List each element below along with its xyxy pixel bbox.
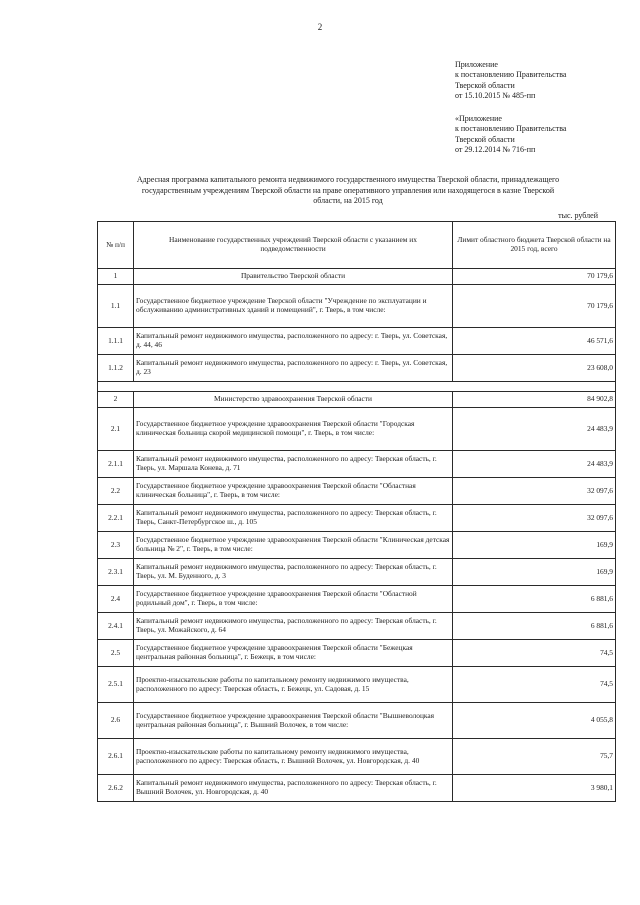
- cell-budget: 46 571,6: [453, 328, 616, 355]
- table-row: [98, 408, 616, 451]
- title-line: области, на 2015 год: [313, 196, 383, 206]
- cell-number: 2.6.2: [98, 775, 134, 802]
- cell-budget: 74,5: [453, 667, 616, 703]
- cell-number: 1.1.1: [98, 328, 134, 355]
- budget-table: [97, 221, 616, 802]
- appendix-line: от 29.12.2014 № 716-пп: [455, 145, 536, 155]
- cell-name: Капитальный ремонт недвижимого имущества, расположенного по адресу: Тверская область, г. Тверь, ул. Маршала Конева, д. 71: [134, 451, 453, 478]
- cell-number: 2.4: [98, 586, 134, 613]
- cell-budget: 70 179,6: [453, 269, 616, 285]
- cell-budget: 4 055,8: [453, 703, 616, 739]
- cell-name: Государственное бюджетное учреждение здравоохранения Тверской области "Областная клиническая больница", г. Тверь, в том числе:: [134, 478, 453, 505]
- cell-budget: 24 483,9: [453, 451, 616, 478]
- cell-number: 2.2.1: [98, 505, 134, 532]
- cell-number: 2.4.1: [98, 613, 134, 640]
- appendix-line: Тверской области: [455, 134, 515, 144]
- cell-number: 2.1: [98, 408, 134, 451]
- table-row: [98, 355, 616, 382]
- table-row: [98, 640, 616, 667]
- cell-number: 2.5: [98, 640, 134, 667]
- appendix-note-original: [455, 114, 635, 156]
- header-institution-name: Наименование государственных учреждений Тверской области с указанием их подведомственности: [134, 222, 453, 269]
- cell-budget: 23 608,0: [453, 355, 616, 382]
- section-row: [98, 269, 616, 285]
- cell-budget: 70 179,6: [453, 285, 616, 328]
- cell-number: 1.1.2: [98, 355, 134, 382]
- table-row: [98, 328, 616, 355]
- cell-name: Проектно-изыскательские работы по капитальному ремонту недвижимого имущества, расположенного по адресу: Тверская область, г. Бежецк, ул. Садовая, д. 15: [134, 667, 453, 703]
- table-row: [98, 775, 616, 802]
- cell-name: Государственное бюджетное учреждение здравоохранения Тверской области "Областной родильный дом", г. Тверь, в том числе:: [134, 586, 453, 613]
- cell-name: Капитальный ремонт недвижимого имущества, расположенного по адресу: г. Тверь, ул. Советская, д. 44, 46: [134, 328, 453, 355]
- cell-number: 1.1: [98, 285, 134, 328]
- cell-name: Государственное бюджетное учреждение Тверской области "Учреждение по эксплуатации и обслуживанию административных зданий и помещений", г. Тверь, в том числе:: [134, 285, 453, 328]
- cell-number: 2.6.1: [98, 739, 134, 775]
- table-row: [98, 451, 616, 478]
- cell-name: Капитальный ремонт недвижимого имущества, расположенного по адресу: Тверская область, г. Тверь, ул. М. Буденного, д. 3: [134, 559, 453, 586]
- header-number: № п/п: [98, 222, 134, 269]
- unit-label: тыс. рублей: [558, 211, 598, 220]
- cell-name: Правительство Тверской области: [134, 269, 453, 285]
- spacer-row: [98, 382, 616, 392]
- cell-name: Государственное бюджетное учреждение здравоохранения Тверской области "Вышневолоцкая центральная районная больница", г. Вышний Волочек, в том числе:: [134, 703, 453, 739]
- cell-number: 2: [98, 392, 134, 408]
- cell-budget: 6 881,6: [453, 586, 616, 613]
- appendix-line: Тверской области: [455, 80, 515, 90]
- cell-budget: 24 483,9: [453, 408, 616, 451]
- table-row: [98, 285, 616, 328]
- cell-budget: 75,7: [453, 739, 616, 775]
- cell-budget: 169,9: [453, 532, 616, 559]
- appendix-line: Приложение: [455, 60, 498, 69]
- cell-name: Капитальный ремонт недвижимого имущества, расположенного по адресу: Тверская область, г. Вышний Волочек, ул. Новгородская, д. 40: [134, 775, 453, 802]
- table-row: [98, 559, 616, 586]
- cell-budget: 6 881,6: [453, 613, 616, 640]
- appendix-line: к постановлению Правительства: [455, 70, 567, 80]
- appendix-line: от 15.10.2015 № 485-пп: [455, 91, 536, 101]
- cell-number: 1: [98, 269, 134, 285]
- table-row: [98, 478, 616, 505]
- table-row: [98, 532, 616, 559]
- appendix-note-current: [455, 60, 635, 102]
- cell-name: Министерство здравоохранения Тверской области: [134, 392, 453, 408]
- appendix-line: к постановлению Правительства: [455, 124, 567, 134]
- cell-number: 2.2: [98, 478, 134, 505]
- cell-number: 2.3.1: [98, 559, 134, 586]
- cell-budget: 32 097,6: [453, 505, 616, 532]
- page-number: 2: [317, 22, 323, 32]
- header-budget-limit: Лимит областного бюджета Тверской области на 2015 год, всего: [453, 222, 616, 269]
- table-row: [98, 613, 616, 640]
- cell-name: [134, 382, 453, 392]
- cell-number: 2.6: [98, 703, 134, 739]
- cell-budget: 169,9: [453, 559, 616, 586]
- cell-number: 2.5.1: [98, 667, 134, 703]
- cell-budget: 32 097,6: [453, 478, 616, 505]
- cell-budget: 74,5: [453, 640, 616, 667]
- cell-number: 2.1.1: [98, 451, 134, 478]
- cell-name: Капитальный ремонт недвижимого имущества, расположенного по адресу: Тверская область, г. Тверь, Санкт-Петербургское ш., д. 105: [134, 505, 453, 532]
- table-row: [98, 739, 616, 775]
- cell-budget: [453, 382, 616, 392]
- cell-name: Проектно-изыскательские работы по капитальному ремонту недвижимого имущества, расположенного по адресу: Тверская область, г. Вышний Волочек, ул. Новгородская, д. 40: [134, 739, 453, 775]
- title-line: Адресная программа капитального ремонта недвижимого государственного имущества Тверской области, принадлежащего: [136, 175, 560, 184]
- program-title: [104, 175, 592, 207]
- cell-name: Государственное бюджетное учреждение здравоохранения Тверской области "Бежецкая центральная районная больница", г. Бежецк, в том числе:: [134, 640, 453, 667]
- section-row: [98, 392, 616, 408]
- cell-number: [98, 382, 134, 392]
- title-line: государственным учреждениям Тверской области на праве оперативного управления или находящегося в казне Тверской: [141, 185, 555, 195]
- cell-budget: 84 902,8: [453, 392, 616, 408]
- cell-name: Капитальный ремонт недвижимого имущества, расположенного по адресу: Тверская область, г. Тверь, ул. Можайского, д. 64: [134, 613, 453, 640]
- table-row: [98, 667, 616, 703]
- table-row: [98, 586, 616, 613]
- cell-budget: 3 980,1: [453, 775, 616, 802]
- appendix-line: «Приложение: [455, 114, 502, 123]
- table-header-row: [98, 222, 616, 269]
- cell-name: Государственное бюджетное учреждение здравоохранения Тверской области "Городская клиническая больница скорой медицинской помощи", г. Тверь, в том числе:: [134, 408, 453, 451]
- cell-name: Государственное бюджетное учреждение здравоохранения Тверской области "Клиническая детская больница № 2", г. Тверь, в том числе:: [134, 532, 453, 559]
- cell-name: Капитальный ремонт недвижимого имущества, расположенного по адресу: г. Тверь, ул. Советская, д. 23: [134, 355, 453, 382]
- table-body: [98, 269, 616, 802]
- cell-number: 2.3: [98, 532, 134, 559]
- table-row: [98, 505, 616, 532]
- table-row: [98, 703, 616, 739]
